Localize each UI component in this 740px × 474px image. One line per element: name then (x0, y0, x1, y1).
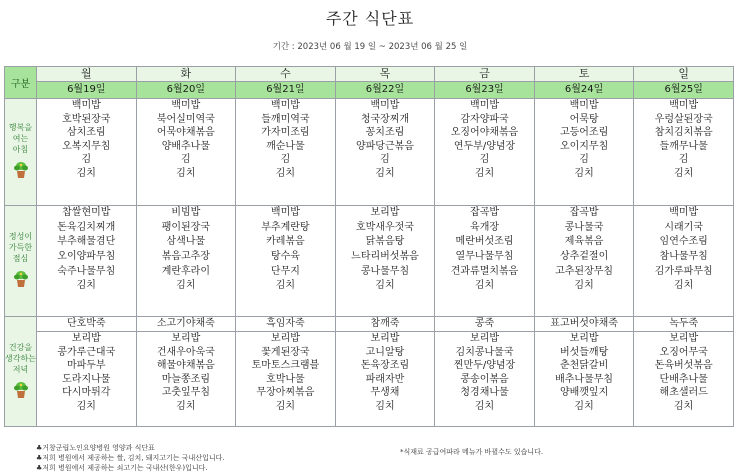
menu-item: 김치 (76, 280, 96, 292)
menu-item: 보리밥 (171, 333, 201, 344)
breakfast-menu-cell (634, 99, 734, 206)
menu-item: 김치 (574, 280, 594, 292)
footer-note-3: ♣저희 병원에서 제공하는 쇠고기는 국내산(한우)입니다. (36, 464, 208, 472)
menu-item: 보리밥 (270, 333, 300, 344)
menu-item: 꽁치조림 (365, 127, 405, 139)
menu-item: 김치 (275, 167, 296, 179)
menu-item: 연두부/양념장 (453, 140, 516, 152)
menu-item: 고등어조림 (559, 127, 609, 139)
menu-item: 김치 (474, 400, 495, 412)
day-header: 일 (634, 67, 734, 82)
menu-item: 어묵야채볶음 (156, 127, 215, 139)
menu-item: 김치 (375, 400, 395, 412)
menu-item: 부추계란탕 (261, 221, 310, 233)
dinner-menu-cell (435, 332, 535, 427)
menu-item: 삼색나물 (166, 236, 206, 248)
menu-item: 육개장 (470, 221, 500, 233)
dinner-menu-cell (136, 332, 236, 427)
date-header: 6월21일 (236, 82, 336, 99)
menu-item: 오징어무국 (659, 346, 708, 358)
page-title: 주간 식단표 (325, 9, 415, 28)
menu-item: 북어실미역국 (156, 113, 215, 125)
breakfast-label-line: 아침 (12, 145, 29, 154)
menu-item: 도라지나물 (62, 373, 111, 385)
menu-item: 찐만두/양념장 (453, 360, 516, 372)
dinner-porridge: 참깨죽 (335, 317, 435, 332)
menu-item: 김 (579, 154, 589, 166)
menu-item: 오이지무침 (559, 140, 609, 152)
breakfast-menu-cell (534, 99, 634, 206)
menu-item: 열무나물무침 (455, 251, 514, 263)
dinner-porridge: 흑임자죽 (236, 317, 336, 332)
potted-plant-icon (13, 161, 29, 182)
menu-item: 춘천닭갈비 (559, 360, 609, 372)
lunch-menu-cell (335, 206, 435, 317)
menu-item: 김치 (76, 400, 96, 412)
menu-item: 보리밥 (569, 333, 599, 344)
lunch-label (5, 206, 37, 317)
menu-item: 느타리버섯볶음 (351, 251, 419, 263)
menu-item: 콩송이볶음 (460, 373, 509, 385)
menu-item: 계란후라이 (161, 265, 210, 277)
weekly-menu-table (4, 66, 734, 427)
dinner-menu-cell (634, 332, 734, 427)
date-header: 6월23일 (435, 82, 535, 99)
menu-item: 토마토스크램블 (251, 360, 320, 372)
breakfast-menu-cell (435, 99, 535, 206)
day-header: 월 (37, 67, 137, 82)
period-text: 기간 : 2023년 06 월 19 일 ~ 2023년 06 월 25 일 (272, 42, 468, 52)
dinner-label-line: 생각하는 (5, 353, 36, 363)
menu-item: 김치 (176, 400, 196, 412)
menu-item: 보리밥 (71, 333, 101, 344)
menu-item: 김치 (674, 167, 694, 179)
menu-item: 단무지 (270, 265, 300, 277)
menu-item: 청국장찌개 (360, 113, 410, 125)
menu-item: 백미밥 (171, 100, 201, 111)
day-header: 수 (236, 67, 336, 82)
menu-item: 삼치조림 (66, 127, 106, 139)
dinner-menu-cell (37, 332, 137, 427)
date-header: 6월19일 (37, 82, 137, 99)
lunch-menu-cell (634, 206, 734, 317)
menu-item: 파래자반 (365, 373, 405, 385)
menu-item: 백미밥 (669, 100, 699, 111)
menu-item: 해초샐러드 (659, 387, 708, 399)
menu-item: 보리밥 (470, 333, 500, 344)
breakfast-label-line: 행복을 (8, 123, 33, 132)
menu-item: 우렁살된장국 (654, 113, 713, 125)
menu-item: 잡곡밥 (569, 207, 599, 218)
menu-item: 오복지무침 (62, 140, 111, 152)
date-header: 6월20일 (136, 82, 236, 99)
menu-item: 김치 (574, 400, 594, 412)
menu-item: 백미밥 (71, 100, 101, 111)
menu-item: 백미밥 (270, 207, 300, 218)
date-header: 6월25일 (634, 82, 734, 99)
menu-item: 해물야채볶음 (156, 360, 215, 372)
menu-item: 깨순나물 (266, 140, 305, 152)
menu-item: 김치 (474, 280, 495, 292)
menu-item: 상추겉절이 (559, 251, 609, 263)
day-header: 화 (136, 67, 236, 82)
menu-item: 찹쌀현미밥 (62, 207, 111, 218)
lunch-menu-cell (236, 206, 336, 317)
menu-item: 꽃게된장국 (261, 346, 310, 358)
menu-item: 카레볶음 (266, 236, 305, 248)
menu-item: 숙주나물무침 (57, 265, 116, 277)
menu-item: 돈육김치찌개 (57, 221, 116, 233)
menu-item: 호박된장국 (62, 113, 111, 125)
menu-item: 돈육장조림 (360, 360, 410, 372)
breakfast-menu-cell (335, 99, 435, 206)
day-header: 토 (534, 67, 634, 82)
menu-item: 김치 (275, 280, 296, 292)
menu-item: 잡곡밥 (470, 207, 500, 218)
category-header: 구분 (5, 67, 37, 99)
menu-item: 김 (479, 154, 490, 166)
menu-item: 김치 (375, 280, 395, 292)
menu-item: 백미밥 (370, 100, 400, 111)
dinner-porridge: 콩죽 (435, 317, 535, 332)
lunch-label-line: 점심 (12, 254, 29, 263)
menu-item: 버섯들깨탕 (559, 346, 609, 358)
footer-note-2: ♣저희 병원에서 제공하는 쌀, 김치, 돼지고기는 국내산입니다. (36, 454, 225, 462)
menu-item: 김치 (76, 167, 96, 179)
menu-item: 청경채나물 (460, 387, 509, 399)
menu-item: 메란버섯조림 (455, 236, 514, 248)
lunch-menu-cell (435, 206, 535, 317)
date-header: 6월24일 (534, 82, 634, 99)
breakfast-menu-cell (236, 99, 336, 206)
menu-item: 김치콩나물국 (455, 346, 514, 358)
menu-item: 배추나물무침 (555, 373, 614, 385)
breakfast-label-line: 여는 (12, 134, 29, 143)
menu-item: 비빔밥 (171, 207, 201, 218)
menu-item: 양배깻잎지 (559, 387, 609, 399)
lunch-menu-cell (136, 206, 236, 317)
day-header: 목 (335, 67, 435, 82)
menu-item: 다시마튀각 (62, 387, 111, 399)
menu-item: 참나물무침 (659, 251, 708, 263)
menu-item: 마늘쫑조림 (161, 373, 210, 385)
menu-item: 고추된장무침 (555, 265, 614, 277)
menu-item: 보리밥 (370, 333, 400, 344)
lunch-label-line: 정성이 (8, 232, 33, 241)
menu-item: 견과류멸치볶음 (450, 265, 519, 277)
menu-item: 김가루파무침 (654, 265, 713, 277)
dinner-label-line: 저녁 (12, 364, 29, 374)
menu-item: 김 (678, 154, 689, 166)
potted-plant-icon (13, 381, 29, 402)
menu-item: 김치 (474, 167, 495, 179)
lunch-menu-cell (37, 206, 137, 317)
menu-item: 단배추나물 (659, 373, 708, 385)
dinner-porridge: 표고버섯야채죽 (534, 317, 634, 332)
dinner-porridge: 녹두죽 (634, 317, 734, 332)
menu-item: 오징어야채볶음 (450, 127, 519, 139)
dinner-porridge: 소고기야채죽 (136, 317, 236, 332)
menu-item: 김 (181, 154, 191, 166)
menu-item: 닭볶음탕 (365, 236, 405, 248)
menu-item: 고니알탕 (365, 346, 405, 358)
day-header: 금 (435, 67, 535, 82)
menu-item: 부추해물겸단 (57, 236, 116, 248)
breakfast-menu-cell (136, 99, 236, 206)
menu-item: 호박나물 (266, 373, 305, 385)
menu-item: 김치 (176, 280, 196, 292)
menu-item: 무생채 (370, 387, 400, 399)
menu-item: 김치 (574, 167, 594, 179)
menu-item: 김치 (674, 400, 694, 412)
menu-item: 가자미조림 (261, 127, 310, 139)
menu-item: 건새우아욱국 (156, 346, 215, 358)
menu-item: 백미밥 (270, 100, 300, 111)
menu-item: 참치김치볶음 (654, 127, 713, 139)
menu-item: 시래기국 (664, 221, 703, 233)
menu-item: 탕수육 (270, 251, 300, 263)
menu-item: 콩나물무침 (360, 265, 410, 277)
menu-item: 콩가루근대국 (57, 346, 116, 358)
menu-item: 오이양파무침 (57, 251, 116, 263)
menu-item: 백미밥 (470, 100, 500, 111)
menu-item: 고춧잎무침 (161, 387, 210, 399)
menu-item: 양파당근볶음 (355, 140, 414, 152)
date-header: 6월22일 (335, 82, 435, 99)
breakfast-label (5, 99, 37, 206)
lunch-label-line: 가득한 (8, 243, 33, 252)
menu-item: 김치 (275, 400, 296, 412)
footer-note-1: ♣거창군립노인요양병원 영양과 식단표 (36, 444, 155, 452)
menu-item: 팽이된장국 (161, 221, 210, 233)
menu-item: 들깨무나물 (659, 140, 708, 152)
menu-item: 감자양파국 (460, 113, 509, 125)
menu-item: 양배추나물 (161, 140, 210, 152)
menu-item: 김치 (674, 280, 694, 292)
menu-item: 김 (380, 154, 390, 166)
dinner-menu-cell (335, 332, 435, 427)
dinner-menu-cell (236, 332, 336, 427)
menu-item: 보리밥 (370, 207, 400, 218)
menu-item: 백미밥 (569, 100, 599, 111)
dinner-label (5, 317, 37, 427)
menu-item: 보리밥 (669, 333, 699, 344)
menu-item: 돈육버섯볶음 (654, 360, 713, 372)
potted-plant-icon (13, 270, 29, 291)
menu-item: 김치 (176, 167, 196, 179)
menu-item: 김 (280, 154, 291, 166)
menu-item: 볶음고추장 (161, 251, 210, 263)
menu-item: 콩나물국 (564, 221, 604, 233)
menu-item: 김 (81, 154, 92, 166)
dinner-menu-cell (534, 332, 634, 427)
dinner-label-line: 건강을 (8, 342, 33, 352)
menu-item: 어묵탕 (569, 113, 599, 125)
menu-item: 호박새우젓국 (355, 221, 414, 233)
menu-item: 백미밥 (669, 207, 699, 218)
dinner-porridge: 단호박죽 (37, 317, 137, 332)
menu-item: 무장아찌볶음 (256, 387, 315, 399)
menu-item: 제육볶음 (564, 236, 604, 248)
footer-notice: *식재료 공급여파라 메뉴가 바뀔수도 있습니다. (400, 448, 544, 456)
menu-item: 임연수조림 (659, 236, 708, 248)
menu-item: 들깨미역국 (261, 113, 310, 125)
lunch-menu-cell (534, 206, 634, 317)
menu-item: 마파두부 (66, 360, 106, 372)
menu-item: 김치 (375, 167, 395, 179)
breakfast-menu-cell (37, 99, 137, 206)
